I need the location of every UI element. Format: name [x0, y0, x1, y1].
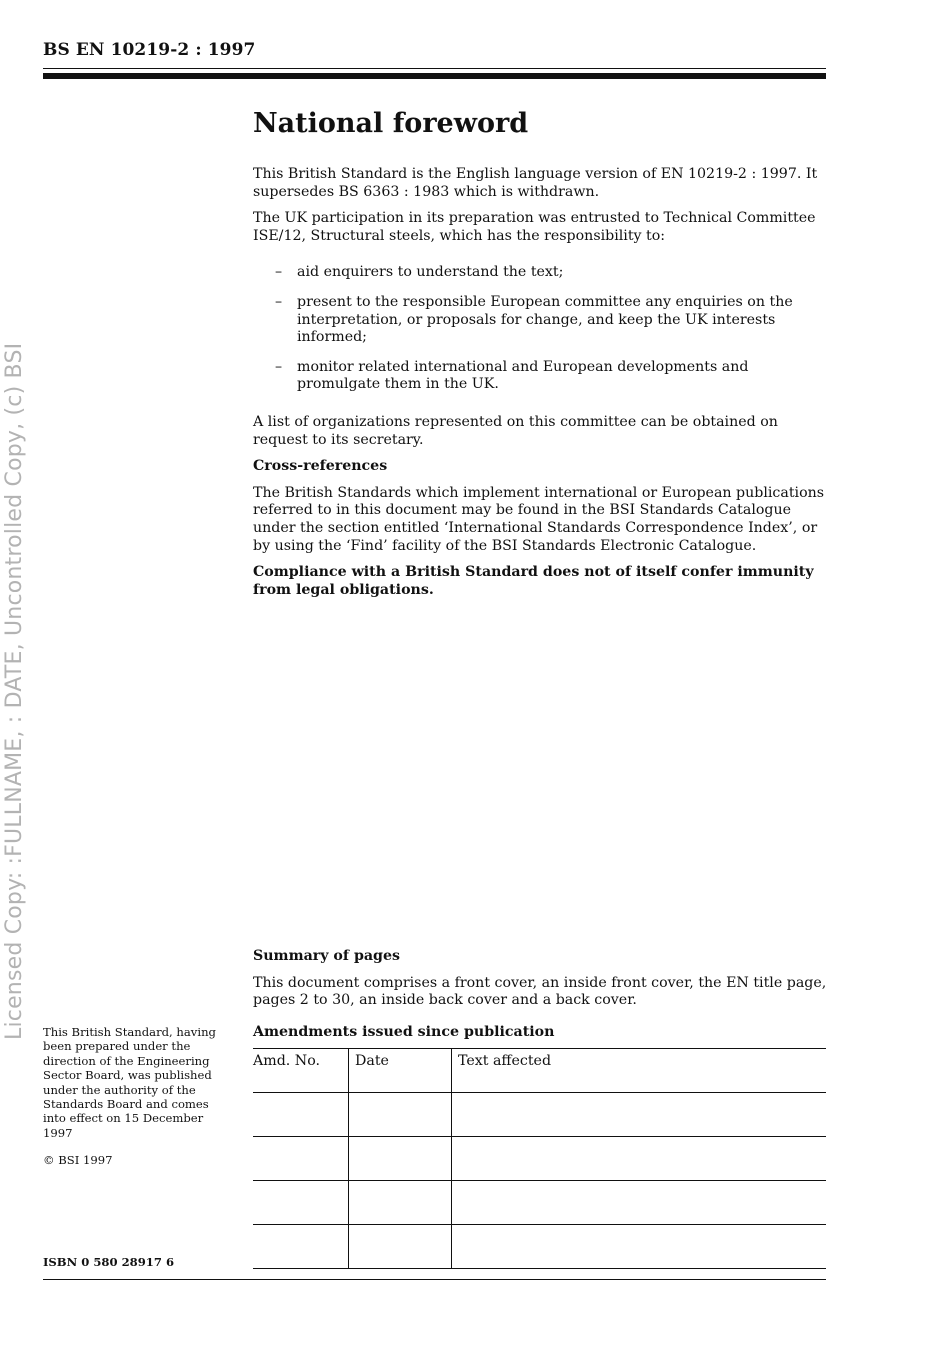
- header-rule-thick: [43, 73, 826, 79]
- responsibility-list: [253, 264, 828, 394]
- table-cell: [452, 1137, 827, 1181]
- copyright-notice: © BSI 1997: [43, 1153, 113, 1167]
- table-row: [253, 1093, 826, 1137]
- list-dash: –: [275, 358, 283, 375]
- table-cell: [349, 1225, 452, 1269]
- table-cell: [349, 1181, 452, 1225]
- foreword-paragraph-1: This British Standard is the English language version of EN 10219-2 : 1997. It supersedes BS 6363 : 1983 which is withdrawn.: [253, 166, 818, 200]
- amendments-table: [253, 1048, 826, 1269]
- table-cell: [349, 1137, 452, 1181]
- foreword-paragraph-3: A list of organizations represented on this committee can be obtained on request to its secretary.: [253, 413, 778, 448]
- table-cell: [452, 1225, 827, 1269]
- table-cell: [253, 1181, 349, 1225]
- document-code: BS EN 10219-2 : 1997: [43, 40, 256, 60]
- column-header-text-affected: Text affected: [452, 1049, 827, 1093]
- list-dash: –: [275, 293, 283, 310]
- list-dash: –: [275, 264, 283, 281]
- foreword-paragraph-2: The UK participation in its preparation was entrusted to Technical Committee ISE/12, Structural steels, which has the responsibility to:: [253, 210, 816, 244]
- crossref-text: The British Standards which implement international or European publications referred to in this document may be found in the BSI Standards Catalogue under the section entitled ‘International Standards Correspondence Index’, or by using the ‘Find’ facility of the BSI Standards Electronic Catalogue.: [253, 484, 825, 554]
- list-item-text: present to the responsible European committee any enquiries on the interpretation, or proposals for change, and keep the UK interests informed;: [297, 293, 793, 346]
- table-cell: [452, 1181, 827, 1225]
- list-item-text: aid enquirers to understand the text;: [297, 264, 564, 281]
- summary-section: [253, 948, 828, 1019]
- crossref-heading: Cross-references: [253, 458, 388, 475]
- summary-heading: Summary of pages: [253, 948, 400, 964]
- publication-note: This British Standard, having been prepared under the direction of the Engineering Sector Board, was published under the authority of the Standards Board and comes into effect on 15 December 1997: [43, 1025, 216, 1140]
- license-watermark: Licensed Copy: :FULLNAME, : DATE, Uncontrolled Copy, (c) BSI: [2, 342, 27, 1040]
- compliance-statement: Compliance with a British Standard does not of itself confer immunity from legal obligations.: [253, 564, 814, 598]
- isbn: ISBN 0 580 28917 6: [43, 1255, 175, 1269]
- header-rule-thin: [43, 68, 826, 69]
- foreword-section: [253, 106, 828, 608]
- list-item-text: monitor related international and European developments and promulgate them in the UK.: [297, 358, 749, 393]
- table-cell: [452, 1093, 827, 1137]
- table-row: [253, 1137, 826, 1181]
- list-item: [253, 294, 828, 347]
- column-header-amd-no: Amd. No.: [253, 1049, 349, 1093]
- table-cell: [349, 1093, 452, 1137]
- table-cell: [253, 1093, 349, 1137]
- page-title: National foreword: [253, 108, 529, 139]
- table-cell: [253, 1137, 349, 1181]
- table-row: [253, 1225, 826, 1269]
- list-item: [253, 264, 828, 282]
- table-header-row: [253, 1049, 826, 1093]
- list-item: [253, 359, 828, 394]
- summary-text: This document comprises a front cover, an inside front cover, the EN title page, pages 2 to 30, an inside back cover and a back cover.: [253, 974, 827, 1009]
- table-cell: [253, 1225, 349, 1269]
- footer-rule: [43, 1279, 826, 1280]
- amendments-heading: Amendments issued since publication: [253, 1024, 555, 1040]
- table-row: [253, 1181, 826, 1225]
- column-header-date: Date: [349, 1049, 452, 1093]
